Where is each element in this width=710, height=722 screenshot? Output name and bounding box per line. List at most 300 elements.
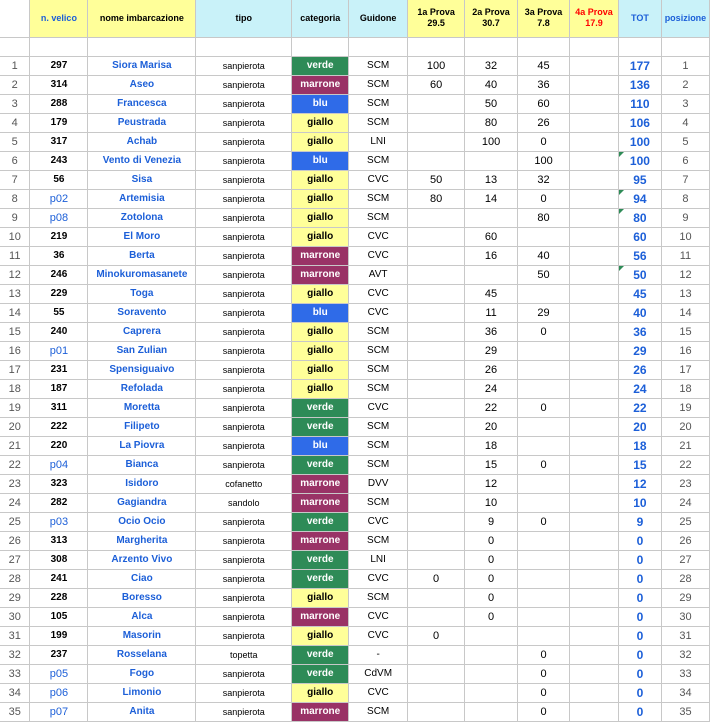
header-guidone[interactable]: Guidone bbox=[349, 0, 408, 37]
prova-3-cell[interactable]: 0 bbox=[518, 132, 570, 151]
total-cell[interactable]: 9 bbox=[618, 512, 661, 531]
prova-3-cell[interactable]: 36 bbox=[518, 75, 570, 94]
prova-2-cell[interactable]: 60 bbox=[465, 227, 518, 246]
position-cell[interactable]: 24 bbox=[661, 493, 709, 512]
position-cell[interactable]: 1 bbox=[661, 56, 709, 75]
prova-1-cell[interactable]: 100 bbox=[408, 56, 465, 75]
row-index-cell[interactable]: 11 bbox=[0, 246, 30, 265]
row-index-cell[interactable]: 22 bbox=[0, 455, 30, 474]
spacer-cell[interactable] bbox=[30, 37, 88, 56]
guidone-cell[interactable]: SCM bbox=[349, 56, 408, 75]
position-cell[interactable]: 31 bbox=[661, 626, 709, 645]
prova-1-cell[interactable] bbox=[408, 113, 465, 132]
prova-1-cell[interactable] bbox=[408, 436, 465, 455]
spacer-cell[interactable] bbox=[408, 37, 465, 56]
prova-2-cell[interactable]: 0 bbox=[465, 607, 518, 626]
prova-2-cell[interactable]: 0 bbox=[465, 588, 518, 607]
spacer-cell[interactable] bbox=[618, 37, 661, 56]
prova-2-cell[interactable]: 0 bbox=[465, 531, 518, 550]
guidone-cell[interactable]: LNI bbox=[349, 550, 408, 569]
total-cell[interactable]: 10 bbox=[618, 493, 661, 512]
boat-name-cell[interactable]: Anita bbox=[88, 702, 196, 721]
row-index-cell[interactable]: 18 bbox=[0, 379, 30, 398]
position-cell[interactable]: 8 bbox=[661, 189, 709, 208]
total-cell[interactable]: 100 bbox=[618, 151, 661, 170]
header-prova-4[interactable] bbox=[570, 0, 619, 37]
type-cell[interactable]: sanpierota bbox=[196, 113, 292, 132]
type-cell[interactable]: sanpierota bbox=[196, 227, 292, 246]
prova-1-cell[interactable] bbox=[408, 246, 465, 265]
row-index-cell[interactable]: 14 bbox=[0, 303, 30, 322]
prova-4-cell[interactable] bbox=[570, 588, 619, 607]
position-cell[interactable]: 27 bbox=[661, 550, 709, 569]
prova-1-cell[interactable] bbox=[408, 702, 465, 721]
boat-name-cell[interactable]: Berta bbox=[88, 246, 196, 265]
position-cell[interactable]: 18 bbox=[661, 379, 709, 398]
prova-3-cell[interactable]: 0 bbox=[518, 322, 570, 341]
velico-cell[interactable]: 288 bbox=[30, 94, 88, 113]
guidone-cell[interactable]: CVC bbox=[349, 246, 408, 265]
type-cell[interactable]: sanpierota bbox=[196, 341, 292, 360]
prova-4-cell[interactable] bbox=[570, 170, 619, 189]
category-cell[interactable]: giallo bbox=[292, 284, 349, 303]
type-cell[interactable]: sanpierota bbox=[196, 607, 292, 626]
prova-3-cell[interactable]: 40 bbox=[518, 246, 570, 265]
prova-3-cell[interactable] bbox=[518, 588, 570, 607]
category-cell[interactable]: marrone bbox=[292, 702, 349, 721]
prova-3-cell[interactable] bbox=[518, 341, 570, 360]
position-cell[interactable]: 20 bbox=[661, 417, 709, 436]
guidone-cell[interactable]: SCM bbox=[349, 189, 408, 208]
prova-1-cell[interactable]: 50 bbox=[408, 170, 465, 189]
type-cell[interactable]: sanpierota bbox=[196, 664, 292, 683]
velico-cell[interactable]: 237 bbox=[30, 645, 88, 664]
prova-4-cell[interactable] bbox=[570, 455, 619, 474]
prova-3-cell[interactable]: 32 bbox=[518, 170, 570, 189]
prova-3-cell[interactable]: 0 bbox=[518, 189, 570, 208]
boat-name-cell[interactable]: Peustrada bbox=[88, 113, 196, 132]
spacer-cell[interactable] bbox=[518, 37, 570, 56]
position-cell[interactable]: 25 bbox=[661, 512, 709, 531]
prova-3-cell[interactable] bbox=[518, 531, 570, 550]
boat-name-cell[interactable]: Alca bbox=[88, 607, 196, 626]
type-cell[interactable]: sanpierota bbox=[196, 208, 292, 227]
guidone-cell[interactable]: CVC bbox=[349, 284, 408, 303]
guidone-cell[interactable]: CdVM bbox=[349, 664, 408, 683]
prova-3-cell[interactable]: 29 bbox=[518, 303, 570, 322]
row-index-cell[interactable]: 17 bbox=[0, 360, 30, 379]
row-index-cell[interactable]: 10 bbox=[0, 227, 30, 246]
boat-name-cell[interactable]: Ciao bbox=[88, 569, 196, 588]
prova-1-cell[interactable] bbox=[408, 94, 465, 113]
prova-1-cell[interactable] bbox=[408, 208, 465, 227]
total-cell[interactable]: 136 bbox=[618, 75, 661, 94]
guidone-cell[interactable]: SCM bbox=[349, 531, 408, 550]
total-cell[interactable]: 100 bbox=[618, 132, 661, 151]
boat-name-cell[interactable]: Limonio bbox=[88, 683, 196, 702]
type-cell[interactable]: topetta bbox=[196, 645, 292, 664]
category-cell[interactable]: giallo bbox=[292, 341, 349, 360]
prova-4-cell[interactable] bbox=[570, 284, 619, 303]
category-cell[interactable]: marrone bbox=[292, 75, 349, 94]
header-tot[interactable]: TOT bbox=[618, 0, 661, 37]
prova-3-cell[interactable] bbox=[518, 569, 570, 588]
boat-name-cell[interactable]: Achab bbox=[88, 132, 196, 151]
prova-2-cell[interactable] bbox=[465, 265, 518, 284]
velico-cell[interactable]: 179 bbox=[30, 113, 88, 132]
boat-name-cell[interactable]: Rosselana bbox=[88, 645, 196, 664]
boat-name-cell[interactable]: Masorin bbox=[88, 626, 196, 645]
total-cell[interactable]: 110 bbox=[618, 94, 661, 113]
prova-3-cell[interactable] bbox=[518, 227, 570, 246]
row-index-cell[interactable]: 26 bbox=[0, 531, 30, 550]
total-cell[interactable]: 24 bbox=[618, 379, 661, 398]
position-cell[interactable]: 33 bbox=[661, 664, 709, 683]
category-cell[interactable]: marrone bbox=[292, 265, 349, 284]
type-cell[interactable]: sanpierota bbox=[196, 683, 292, 702]
type-cell[interactable]: sanpierota bbox=[196, 189, 292, 208]
category-cell[interactable]: verde bbox=[292, 550, 349, 569]
type-cell[interactable]: sanpierota bbox=[196, 94, 292, 113]
position-cell[interactable]: 30 bbox=[661, 607, 709, 626]
prova-2-cell[interactable]: 15 bbox=[465, 455, 518, 474]
category-cell[interactable]: verde bbox=[292, 645, 349, 664]
prova-4-cell[interactable] bbox=[570, 360, 619, 379]
category-cell[interactable]: marrone bbox=[292, 607, 349, 626]
total-cell[interactable]: 106 bbox=[618, 113, 661, 132]
category-cell[interactable]: verde bbox=[292, 56, 349, 75]
prova-3-cell[interactable] bbox=[518, 550, 570, 569]
position-cell[interactable]: 35 bbox=[661, 702, 709, 721]
prova-1-cell[interactable] bbox=[408, 588, 465, 607]
prova-2-cell[interactable]: 40 bbox=[465, 75, 518, 94]
prova-1-cell[interactable] bbox=[408, 645, 465, 664]
position-cell[interactable]: 22 bbox=[661, 455, 709, 474]
row-index-cell[interactable]: 34 bbox=[0, 683, 30, 702]
prova-4-cell[interactable] bbox=[570, 75, 619, 94]
type-cell[interactable]: sanpierota bbox=[196, 531, 292, 550]
boat-name-cell[interactable]: San Zulian bbox=[88, 341, 196, 360]
total-cell[interactable]: 56 bbox=[618, 246, 661, 265]
category-cell[interactable]: giallo bbox=[292, 360, 349, 379]
velico-cell[interactable]: 228 bbox=[30, 588, 88, 607]
prova-3-cell[interactable] bbox=[518, 284, 570, 303]
prova-4-cell[interactable] bbox=[570, 398, 619, 417]
boat-name-cell[interactable]: Francesca bbox=[88, 94, 196, 113]
position-cell[interactable]: 14 bbox=[661, 303, 709, 322]
position-cell[interactable]: 32 bbox=[661, 645, 709, 664]
boat-name-cell[interactable]: Isidoro bbox=[88, 474, 196, 493]
header-tipo[interactable]: tipo bbox=[196, 0, 292, 37]
prova-3-cell[interactable]: 45 bbox=[518, 56, 570, 75]
total-cell[interactable]: 29 bbox=[618, 341, 661, 360]
row-index-cell[interactable]: 16 bbox=[0, 341, 30, 360]
prova-1-cell[interactable] bbox=[408, 664, 465, 683]
prova-4-cell[interactable] bbox=[570, 151, 619, 170]
row-index-cell[interactable]: 20 bbox=[0, 417, 30, 436]
prova-1-cell[interactable] bbox=[408, 550, 465, 569]
total-cell[interactable]: 95 bbox=[618, 170, 661, 189]
category-cell[interactable]: blu bbox=[292, 151, 349, 170]
guidone-cell[interactable]: SCM bbox=[349, 455, 408, 474]
prova-4-cell[interactable] bbox=[570, 265, 619, 284]
category-cell[interactable]: verde bbox=[292, 455, 349, 474]
category-cell[interactable]: verde bbox=[292, 664, 349, 683]
prova-4-cell[interactable] bbox=[570, 94, 619, 113]
total-cell[interactable]: 0 bbox=[618, 531, 661, 550]
velico-cell[interactable]: 282 bbox=[30, 493, 88, 512]
prova-1-cell[interactable] bbox=[408, 531, 465, 550]
prova-3-cell[interactable]: 50 bbox=[518, 265, 570, 284]
total-cell[interactable]: 0 bbox=[618, 588, 661, 607]
velico-cell[interactable]: p08 bbox=[30, 208, 88, 227]
total-cell[interactable]: 12 bbox=[618, 474, 661, 493]
prova-1-cell[interactable]: 60 bbox=[408, 75, 465, 94]
prova-4-cell[interactable] bbox=[570, 208, 619, 227]
prova-2-cell[interactable]: 18 bbox=[465, 436, 518, 455]
prova-1-cell[interactable] bbox=[408, 227, 465, 246]
type-cell[interactable]: sanpierota bbox=[196, 436, 292, 455]
velico-cell[interactable]: p05 bbox=[30, 664, 88, 683]
category-cell[interactable]: verde bbox=[292, 512, 349, 531]
category-cell[interactable]: giallo bbox=[292, 132, 349, 151]
prova-2-cell[interactable]: 26 bbox=[465, 360, 518, 379]
prova-1-cell[interactable] bbox=[408, 379, 465, 398]
position-cell[interactable]: 5 bbox=[661, 132, 709, 151]
position-cell[interactable]: 12 bbox=[661, 265, 709, 284]
row-index-cell[interactable]: 5 bbox=[0, 132, 30, 151]
total-cell[interactable]: 0 bbox=[618, 683, 661, 702]
row-index-cell[interactable]: 9 bbox=[0, 208, 30, 227]
guidone-cell[interactable]: - bbox=[349, 645, 408, 664]
guidone-cell[interactable]: SCM bbox=[349, 588, 408, 607]
prova-4-cell[interactable] bbox=[570, 417, 619, 436]
guidone-cell[interactable]: SCM bbox=[349, 493, 408, 512]
prova-3-cell[interactable] bbox=[518, 417, 570, 436]
category-cell[interactable]: blu bbox=[292, 436, 349, 455]
spacer-cell[interactable] bbox=[196, 37, 292, 56]
row-index-cell[interactable]: 32 bbox=[0, 645, 30, 664]
guidone-cell[interactable]: SCM bbox=[349, 360, 408, 379]
prova-2-cell[interactable]: 29 bbox=[465, 341, 518, 360]
guidone-cell[interactable]: CVC bbox=[349, 607, 408, 626]
row-index-cell[interactable]: 1 bbox=[0, 56, 30, 75]
category-cell[interactable]: giallo bbox=[292, 208, 349, 227]
position-cell[interactable]: 4 bbox=[661, 113, 709, 132]
prova-3-cell[interactable]: 0 bbox=[518, 664, 570, 683]
row-index-cell[interactable]: 30 bbox=[0, 607, 30, 626]
velico-cell[interactable]: 222 bbox=[30, 417, 88, 436]
velico-cell[interactable]: 229 bbox=[30, 284, 88, 303]
prova-1-cell[interactable] bbox=[408, 132, 465, 151]
prova-2-cell[interactable]: 36 bbox=[465, 322, 518, 341]
position-cell[interactable]: 26 bbox=[661, 531, 709, 550]
prova-4-cell[interactable] bbox=[570, 379, 619, 398]
boat-name-cell[interactable]: Bianca bbox=[88, 455, 196, 474]
category-cell[interactable]: giallo bbox=[292, 113, 349, 132]
type-cell[interactable]: sanpierota bbox=[196, 303, 292, 322]
position-cell[interactable]: 13 bbox=[661, 284, 709, 303]
prova-3-cell[interactable] bbox=[518, 360, 570, 379]
category-cell[interactable]: giallo bbox=[292, 683, 349, 702]
header-posizione[interactable]: posizione bbox=[661, 0, 709, 37]
total-cell[interactable]: 0 bbox=[618, 550, 661, 569]
guidone-cell[interactable]: SCM bbox=[349, 151, 408, 170]
type-cell[interactable]: sanpierota bbox=[196, 417, 292, 436]
type-cell[interactable]: sanpierota bbox=[196, 151, 292, 170]
prova-2-cell[interactable]: 45 bbox=[465, 284, 518, 303]
category-cell[interactable]: giallo bbox=[292, 170, 349, 189]
velico-cell[interactable]: 297 bbox=[30, 56, 88, 75]
prova-2-cell[interactable]: 0 bbox=[465, 569, 518, 588]
guidone-cell[interactable]: CVC bbox=[349, 170, 408, 189]
prova-2-cell[interactable]: 0 bbox=[465, 550, 518, 569]
boat-name-cell[interactable]: La Piovra bbox=[88, 436, 196, 455]
row-index-cell[interactable]: 8 bbox=[0, 189, 30, 208]
prova-4-cell[interactable] bbox=[570, 303, 619, 322]
prova-1-cell[interactable] bbox=[408, 512, 465, 531]
prova-1-cell[interactable] bbox=[408, 683, 465, 702]
guidone-cell[interactable]: CVC bbox=[349, 398, 408, 417]
total-cell[interactable]: 36 bbox=[618, 322, 661, 341]
prova-4-cell[interactable] bbox=[570, 645, 619, 664]
prova-4-cell[interactable] bbox=[570, 227, 619, 246]
velico-cell[interactable]: 55 bbox=[30, 303, 88, 322]
position-cell[interactable]: 17 bbox=[661, 360, 709, 379]
type-cell[interactable]: sanpierota bbox=[196, 626, 292, 645]
prova-4-cell[interactable] bbox=[570, 512, 619, 531]
total-cell[interactable]: 0 bbox=[618, 626, 661, 645]
boat-name-cell[interactable]: Caprera bbox=[88, 322, 196, 341]
type-cell[interactable]: sanpierota bbox=[196, 56, 292, 75]
position-cell[interactable]: 28 bbox=[661, 569, 709, 588]
boat-name-cell[interactable]: Toga bbox=[88, 284, 196, 303]
boat-name-cell[interactable]: Refolada bbox=[88, 379, 196, 398]
row-index-cell[interactable]: 19 bbox=[0, 398, 30, 417]
total-cell[interactable]: 0 bbox=[618, 702, 661, 721]
prova-2-cell[interactable]: 12 bbox=[465, 474, 518, 493]
velico-cell[interactable]: 220 bbox=[30, 436, 88, 455]
velico-cell[interactable]: 231 bbox=[30, 360, 88, 379]
prova-1-cell[interactable] bbox=[408, 455, 465, 474]
boat-name-cell[interactable]: Ocio Ocio bbox=[88, 512, 196, 531]
prova-2-cell[interactable]: 16 bbox=[465, 246, 518, 265]
guidone-cell[interactable]: CVC bbox=[349, 683, 408, 702]
row-index-cell[interactable]: 13 bbox=[0, 284, 30, 303]
position-cell[interactable]: 6 bbox=[661, 151, 709, 170]
velico-cell[interactable]: 241 bbox=[30, 569, 88, 588]
type-cell[interactable]: sanpierota bbox=[196, 284, 292, 303]
position-cell[interactable]: 23 bbox=[661, 474, 709, 493]
spacer-cell[interactable] bbox=[0, 37, 30, 56]
header-velico[interactable]: n. velico bbox=[30, 0, 88, 37]
row-index-cell[interactable]: 31 bbox=[0, 626, 30, 645]
velico-cell[interactable]: 56 bbox=[30, 170, 88, 189]
prova-1-cell[interactable] bbox=[408, 493, 465, 512]
prova-3-cell[interactable]: 100 bbox=[518, 151, 570, 170]
prova-1-cell[interactable] bbox=[408, 151, 465, 170]
type-cell[interactable]: sanpierota bbox=[196, 265, 292, 284]
prova-4-cell[interactable] bbox=[570, 56, 619, 75]
row-index-cell[interactable]: 12 bbox=[0, 265, 30, 284]
prova-2-cell[interactable] bbox=[465, 626, 518, 645]
prova-3-cell[interactable] bbox=[518, 493, 570, 512]
boat-name-cell[interactable]: Moretta bbox=[88, 398, 196, 417]
prova-4-cell[interactable] bbox=[570, 626, 619, 645]
prova-4-cell[interactable] bbox=[570, 246, 619, 265]
total-cell[interactable]: 45 bbox=[618, 284, 661, 303]
velico-cell[interactable]: 219 bbox=[30, 227, 88, 246]
type-cell[interactable]: sanpierota bbox=[196, 455, 292, 474]
type-cell[interactable]: sanpierota bbox=[196, 379, 292, 398]
row-index-cell[interactable]: 33 bbox=[0, 664, 30, 683]
header-nome[interactable]: nome imbarcazione bbox=[88, 0, 196, 37]
prova-4-cell[interactable] bbox=[570, 341, 619, 360]
row-index-cell[interactable]: 28 bbox=[0, 569, 30, 588]
category-cell[interactable]: blu bbox=[292, 303, 349, 322]
prova-2-cell[interactable] bbox=[465, 683, 518, 702]
prova-3-cell[interactable] bbox=[518, 474, 570, 493]
prova-3-cell[interactable]: 26 bbox=[518, 113, 570, 132]
type-cell[interactable]: sandolo bbox=[196, 493, 292, 512]
spacer-cell[interactable] bbox=[292, 37, 349, 56]
total-cell[interactable]: 60 bbox=[618, 227, 661, 246]
velico-cell[interactable]: 313 bbox=[30, 531, 88, 550]
velico-cell[interactable]: 323 bbox=[30, 474, 88, 493]
header-prova-3[interactable] bbox=[518, 0, 570, 37]
prova-3-cell[interactable]: 0 bbox=[518, 455, 570, 474]
prova-4-cell[interactable] bbox=[570, 683, 619, 702]
boat-name-cell[interactable]: Vento di Venezia bbox=[88, 151, 196, 170]
velico-cell[interactable]: p03 bbox=[30, 512, 88, 531]
guidone-cell[interactable]: SCM bbox=[349, 322, 408, 341]
boat-name-cell[interactable]: Filipeto bbox=[88, 417, 196, 436]
total-cell[interactable]: 20 bbox=[618, 417, 661, 436]
prova-2-cell[interactable]: 20 bbox=[465, 417, 518, 436]
guidone-cell[interactable]: AVT bbox=[349, 265, 408, 284]
prova-2-cell[interactable]: 10 bbox=[465, 493, 518, 512]
prova-4-cell[interactable] bbox=[570, 664, 619, 683]
category-cell[interactable]: giallo bbox=[292, 322, 349, 341]
prova-2-cell[interactable]: 80 bbox=[465, 113, 518, 132]
prova-1-cell[interactable]: 0 bbox=[408, 569, 465, 588]
position-cell[interactable]: 3 bbox=[661, 94, 709, 113]
prova-1-cell[interactable] bbox=[408, 284, 465, 303]
velico-cell[interactable]: p01 bbox=[30, 341, 88, 360]
type-cell[interactable]: sanpierota bbox=[196, 170, 292, 189]
type-cell[interactable]: sanpierota bbox=[196, 512, 292, 531]
prova-1-cell[interactable]: 80 bbox=[408, 189, 465, 208]
prova-3-cell[interactable] bbox=[518, 379, 570, 398]
prova-2-cell[interactable] bbox=[465, 702, 518, 721]
prova-4-cell[interactable] bbox=[570, 493, 619, 512]
total-cell[interactable]: 0 bbox=[618, 664, 661, 683]
category-cell[interactable]: marrone bbox=[292, 531, 349, 550]
prova-4-cell[interactable] bbox=[570, 113, 619, 132]
prova-1-cell[interactable] bbox=[408, 265, 465, 284]
prova-2-cell[interactable]: 100 bbox=[465, 132, 518, 151]
total-cell[interactable]: 50 bbox=[618, 265, 661, 284]
position-cell[interactable]: 16 bbox=[661, 341, 709, 360]
guidone-cell[interactable]: CVC bbox=[349, 227, 408, 246]
position-cell[interactable]: 15 bbox=[661, 322, 709, 341]
prova-4-cell[interactable] bbox=[570, 531, 619, 550]
guidone-cell[interactable]: SCM bbox=[349, 702, 408, 721]
category-cell[interactable]: giallo bbox=[292, 379, 349, 398]
prova-1-cell[interactable] bbox=[408, 607, 465, 626]
total-cell[interactable]: 22 bbox=[618, 398, 661, 417]
prova-2-cell[interactable]: 24 bbox=[465, 379, 518, 398]
